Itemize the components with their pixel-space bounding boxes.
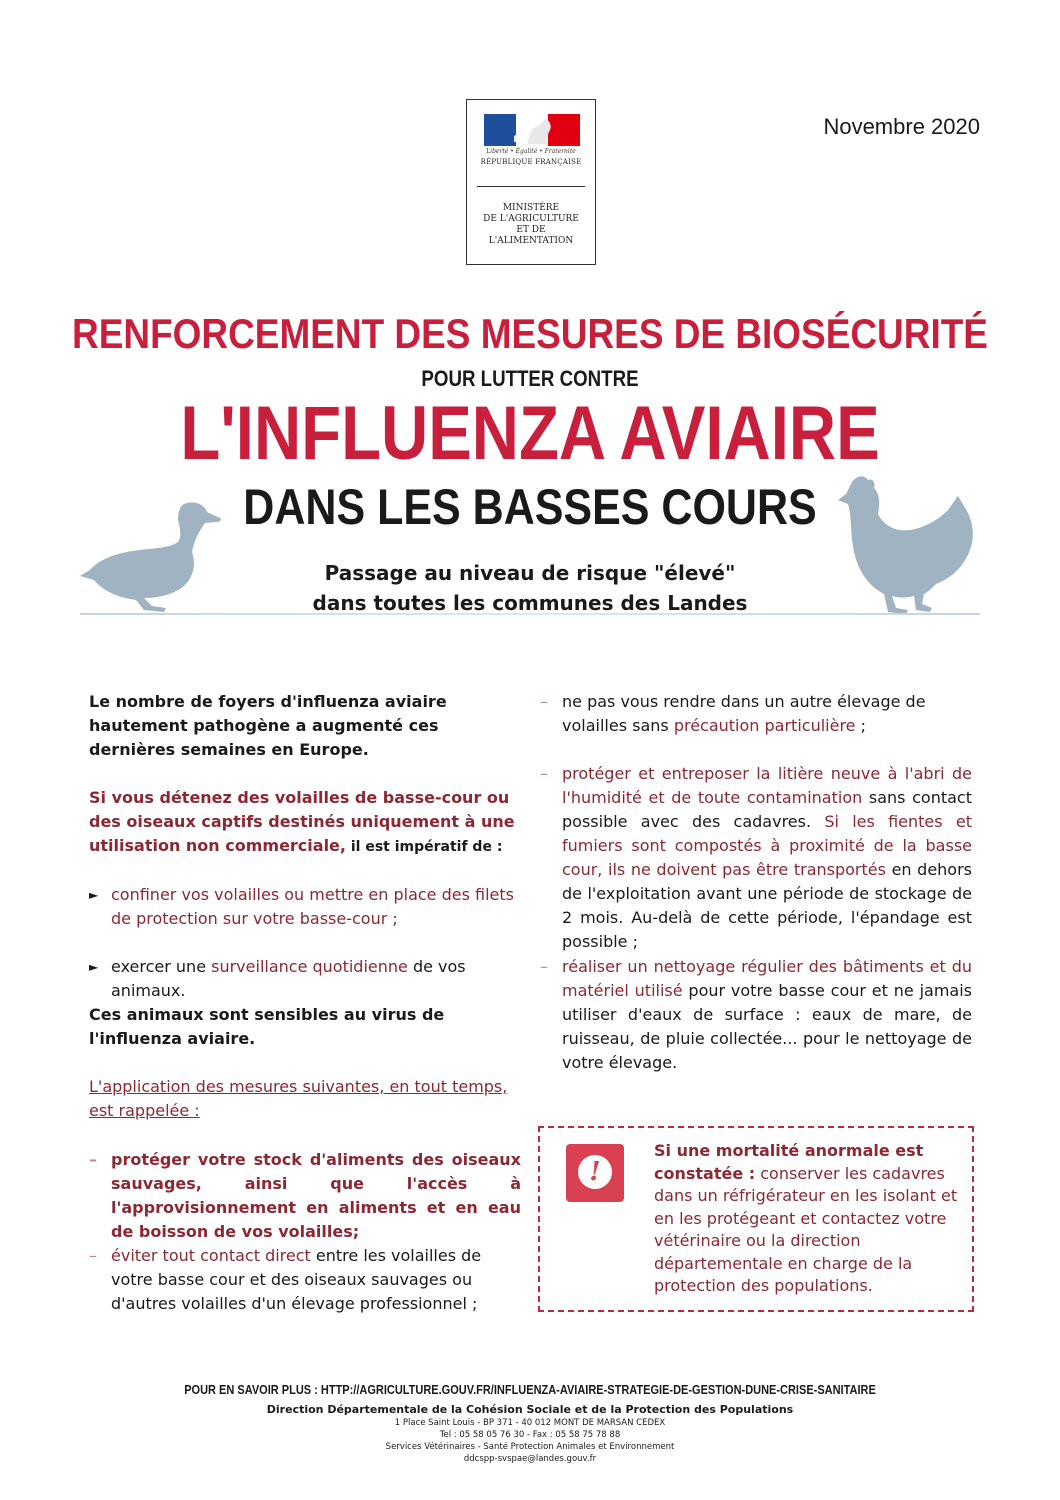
subtitle-line-2: dans toutes les communes des Landes — [312, 591, 748, 615]
dash-litiere — [540, 762, 972, 954]
bullet-confiner — [89, 883, 521, 931]
logo-republique: RÉPUBLIQUE FRANÇAISE — [480, 158, 582, 166]
alert-text — [654, 1140, 966, 1298]
logo-motto: Liberté • Égalité • Fraternité — [486, 148, 576, 155]
ministry-line-4: L'ALIMENTATION — [488, 236, 574, 246]
dash-litiere-d: en dehors de l'exploitation avant une période de stockage de 2 mois. Au-delà de cette période, l'épandage est possible ; — [562, 860, 973, 951]
bullet-surveillance-c: de vos animaux. — [111, 957, 466, 1000]
logo-ministry — [467, 203, 595, 247]
intro-paragraph: Le nombre de foyers d'influenza aviaire hautement pathogène a augmenté ces dernières semaines en Europe. — [89, 692, 447, 759]
footer-address: 1 Place Saint Louis - BP 371 - 40 012 MONT DE MARSAN CEDEX — [394, 1418, 666, 1428]
right-column — [540, 690, 972, 1090]
dash-nettoyage-a: réaliser un nettoyage régulier des bâtiments et du matériel utilisé — [562, 957, 972, 1000]
bullet-surveillance-b: surveillance quotidienne — [211, 957, 408, 976]
bullet-arrow-icon: ► — [89, 888, 99, 902]
bullet-confiner-text: confiner vos volailles ou mettre en place des filets de protection sur votre basse-cour ; — [111, 885, 514, 928]
dash-precaution — [540, 690, 972, 738]
ministry-line-3: ET DE — [516, 225, 546, 235]
subtitle-line-1: Passage au niveau de risque "élevé" — [324, 561, 736, 585]
application-heading: L'application des mesures suivantes, en tout temps, est rappelée : — [89, 1077, 508, 1120]
ministry-logo — [466, 99, 596, 265]
title-line-3: L'INFLUENZA AVIAIRE — [180, 391, 880, 476]
title-line-2: POUR LUTTER CONTRE — [421, 366, 639, 391]
dash-mark: – — [89, 1150, 97, 1169]
bullet-arrow-icon: ► — [89, 960, 99, 974]
dash-mark: – — [540, 957, 548, 976]
dash-mark: – — [89, 1246, 97, 1265]
detenez-text: Si vous détenez des volailles de basse-cour ou des oiseaux captifs destinés uniquement à une utilisation non commerciale, — [89, 788, 515, 855]
dash-stock — [89, 1148, 521, 1244]
footer-phone: Tel : 05 58 05 76 30 - Fax : 05 58 75 78 88 — [439, 1430, 621, 1440]
dash-precaution-b: précaution particulière — [673, 716, 856, 735]
alert-bold: Si une mortalité anormale est constatée : — [654, 1141, 924, 1183]
dash-litiere-b: sans contact possible avec des cadavres. — [562, 788, 972, 831]
dash-contact — [89, 1244, 521, 1316]
marianne-flag-icon — [484, 114, 580, 146]
alert-body: conserver les cadavres dans un réfrigérateur en les isolant et en les protégeant et contactez votre vétérinaire ou la direction départementale en charge de la protection des populations. — [654, 1163, 958, 1295]
dash-litiere-c: Si les fientes et fumiers sont compostés à proximité de la basse cour, ils ne doivent pas être transportés — [562, 812, 972, 879]
exclamation-icon: ! — [566, 1144, 624, 1202]
title-line-4: DANS LES BASSES COURS — [243, 479, 817, 535]
logo-separator — [477, 186, 585, 187]
dash-stock-text: protéger votre stock d'aliments des oiseaux sauvages, ainsi que l'accès à l'approvisionnement en aliments et en eau de boisson de vos volailles; — [111, 1150, 521, 1241]
dash-precaution-c: ; — [855, 716, 866, 735]
mortality-alert-box — [538, 1126, 974, 1312]
title-line-1: RENFORCEMENT DES MESURES DE BIOSÉCURITÉ — [72, 310, 988, 357]
dash-precaution-a: ne pas vous rendre dans un autre élevage de volailles sans — [562, 692, 926, 735]
footer-link[interactable]: POUR EN SAVOIR PLUS : HTTP://AGRICULTURE.GOUV.FR/INFLUENZA-AVIAIRE-STRATEGIE-DE-GESTION-DUNE-CRISE-SANITAIRE — [184, 1383, 876, 1397]
footer-direction: Direction Départementale de la Cohésion Sociale et de la Protection des Populations — [266, 1403, 794, 1416]
dash-nettoyage-b: pour votre basse cour et ne jamais utiliser d'eaux de surface : eaux de mare, de ruisseau, de pluie collectée... pour le nettoyage de votre élevage. — [562, 981, 973, 1072]
dash-nettoyage — [540, 955, 972, 1075]
bullet-surveillance — [89, 955, 521, 1003]
document-date: Novembre 2020 — [823, 114, 980, 139]
dash-mark: – — [540, 764, 548, 783]
ministry-line-1: MINISTÈRE — [502, 203, 560, 213]
footer-services: Services Vétérinaires - Santé Protection Animales et Environnement — [385, 1442, 675, 1452]
dash-litiere-a: protéger et entreposer la litière neuve à l'abri de l'humidité et de toute contamination — [562, 764, 972, 807]
bullet-surveillance-a: exercer une — [111, 957, 212, 976]
left-column — [89, 690, 521, 1340]
ministry-line-2: DE L'AGRICULTURE — [483, 214, 579, 224]
dash-contact-b: entre les volailles de votre basse cour et des oiseaux sauvages ou d'autres volailles d'un élevage professionnel ; — [111, 1246, 482, 1313]
footer-email[interactable]: ddcspp-svspae@landes.gouv.fr — [463, 1454, 597, 1464]
detenez-paragraph — [89, 786, 521, 859]
imperatif-text: il est impératif de : — [345, 839, 503, 855]
subtitle — [0, 558, 1060, 618]
dash-contact-a: éviter tout contact direct — [111, 1246, 311, 1265]
sensibles-paragraph: Ces animaux sont sensibles au virus de l'influenza aviaire. — [89, 1005, 445, 1048]
dash-mark: – — [540, 692, 548, 711]
